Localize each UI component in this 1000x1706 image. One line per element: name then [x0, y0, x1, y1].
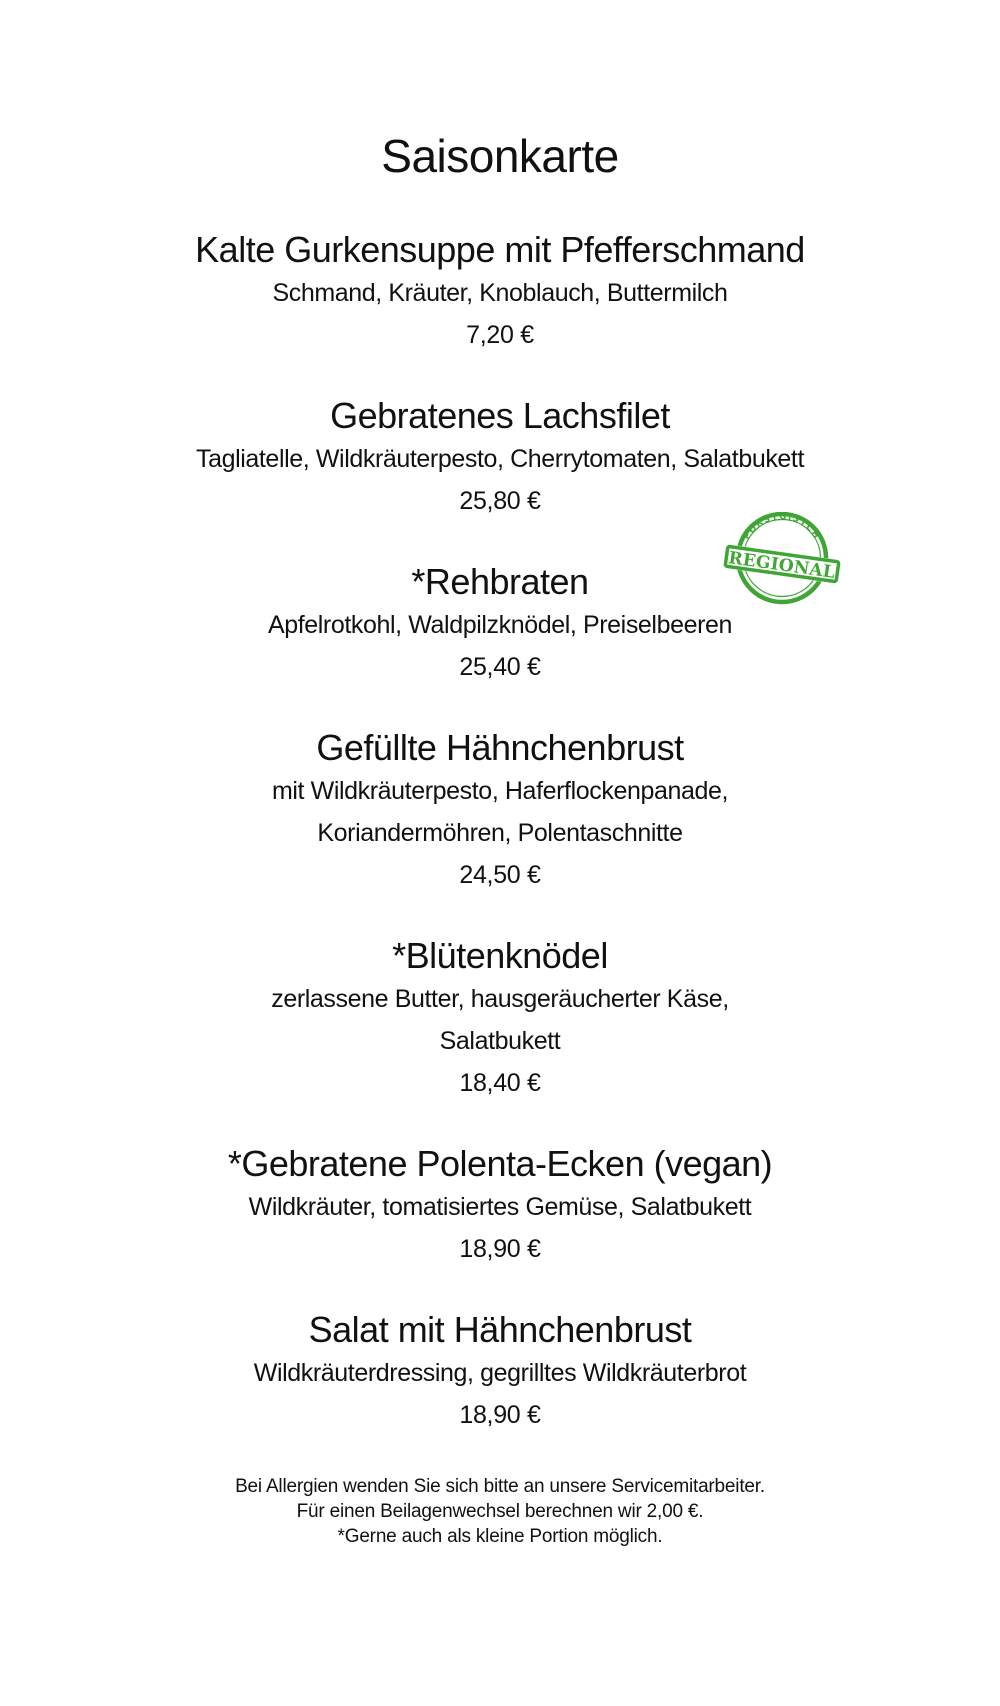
menu-item: [0, 394, 1000, 522]
menu-item: [0, 934, 1000, 1104]
menu-item-price: 7,20 €: [466, 321, 534, 349]
menu-item: [0, 228, 1000, 356]
side-dish-change-note: Für einen Beilagenwechsel berechnen wir 2,00 €.: [296, 1501, 704, 1522]
menu-item-name: Kalte Gurkensuppe mit Pfefferschmand: [195, 229, 805, 270]
menu-item-name: Gebratenes Lachsfilet: [330, 395, 670, 436]
menu-item-price: 18,40 €: [459, 1069, 541, 1097]
small-portion-note: *Gerne auch als kleine Portion möglich.: [337, 1526, 663, 1547]
menu-item-name: *Gebratene Polenta-Ecken (vegan): [227, 1143, 773, 1184]
menu-item-description: Wildkräuter, tomatisiertes Gemüse, Salatbukett: [248, 1193, 752, 1221]
menu-footer-notes: [0, 1474, 1000, 1549]
menu-item: [0, 560, 1000, 688]
menu-item-description: Schmand, Kräuter, Knoblauch, Buttermilch: [272, 279, 728, 307]
menu-item-description: Koriandermöhren, Polentaschnitte: [317, 819, 683, 847]
menu-item-description: Wildkräuterdressing, gegrilltes Wildkräuterbrot: [253, 1359, 747, 1387]
menu-item-price: 18,90 €: [459, 1401, 541, 1429]
menu-item: [0, 726, 1000, 896]
menu-item-description: Salatbukett: [439, 1027, 561, 1055]
menu-item-name: Salat mit Hähnchenbrust: [308, 1309, 692, 1350]
allergy-note: Bei Allergien wenden Sie sich bitte an unsere Servicemitarbeiter.: [235, 1476, 765, 1497]
menu-item-name: *Rehbraten: [411, 561, 589, 602]
page-title: Saisonkarte: [381, 130, 619, 182]
svg-text:FORSTGISTCH: [742, 512, 821, 542]
menu-item-description: zerlassene Butter, hausgeräucherter Käse,: [271, 985, 729, 1013]
regional-stamp-icon: [723, 512, 841, 612]
menu-item-price: 25,80 €: [459, 487, 541, 515]
menu-item: [0, 1308, 1000, 1436]
menu-item-description: Apfelrotkohl, Waldpilzknödel, Preiselbeeren: [267, 611, 733, 639]
menu-item-description: Tagliatelle, Wildkräuterpesto, Cherrytomaten, Salatbukett: [195, 445, 805, 473]
menu-item-description: mit Wildkräuterpesto, Haferflockenpanade,: [271, 777, 729, 805]
menu-item-name: Gefüllte Hähnchenbrust: [316, 727, 684, 768]
menu-item-price: 24,50 €: [459, 861, 541, 889]
menu-item-price: 25,40 €: [459, 653, 541, 681]
stamp-arc-text: FORSTGISTCH: [742, 512, 822, 542]
menu-item-name: *Blütenknödel: [392, 935, 608, 976]
stamp-label: REGIONAL: [727, 548, 837, 583]
menu-item-price: 18,90 €: [459, 1235, 541, 1263]
menu-item: [0, 1142, 1000, 1270]
